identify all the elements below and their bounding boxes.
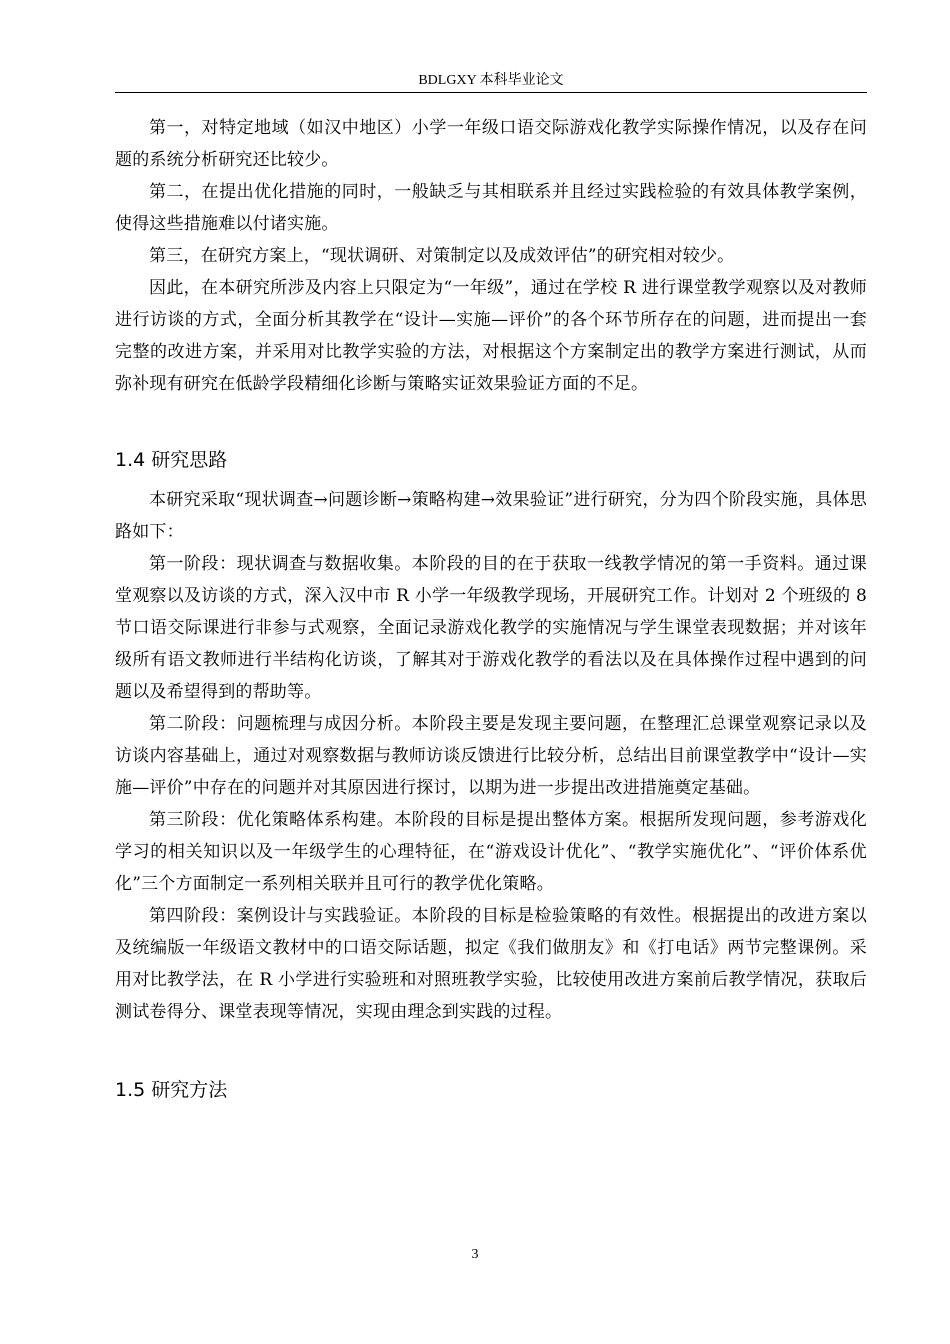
paragraph-research-approach: 本研究采取“现状调查→问题诊断→策略构建→效果验证”进行研究，分为四个阶段实施，具体思路如下： — [115, 490, 867, 542]
running-header: BDLGXY 本科毕业论文 — [418, 73, 564, 88]
paragraph-stage-two: 第二阶段：问题梳理与成因分析。本阶段主要是发现主要问题，在整理汇总课堂观察记录以及访谈内容基础上，通过对观察数据与教师访谈反馈进行比较分析，总结出目前课堂教学中“设计—实施—评价”中存在的问题并对其原因进行探讨，以期为进一步提出改进措施奠定基础。 — [115, 714, 867, 798]
paragraph-stage-four: 第四阶段：案例设计与实践验证。本阶段的目标是检验策略的有效性。根据提出的改进方案以及统编版一年级语文教材中的口语交际话题，拟定《我们做朋友》和《打电话》两节完整课例。采用对比教学法，在 R 小学进行实验班和对照班教学实验，比较使用改进方案前后教学情况，获取后测试卷得分、课堂表现等情况，实现由理念到实践的过程。 — [115, 906, 867, 1022]
header-rule — [115, 92, 867, 93]
paragraph-second-point: 第二，在提出优化措施的同时，一般缺乏与其相联系并且经过实践检验的有效具体教学案例，使得这些措施难以付诸实施。 — [115, 182, 867, 234]
paragraph-stage-one: 第一阶段：现状调查与数据收集。本阶段的目的在于获取一线教学情况的第一手资料。通过课堂观察以及访谈的方式，深入汉中市 R 小学一年级教学现场，开展研究工作。计划对 2 个班级的 8 节口语交际课进行非参与式观察，全面记录游戏化教学的实施情况与学生课堂表现数据；并对该年级所有语文教师进行半结构化访谈，了解其对于游戏化教学的看法以及在具体操作过程中遇到的问题以及希望得到的帮助等。 — [115, 554, 867, 702]
section-heading-1-5: 1.5 研究方法 — [115, 1079, 228, 1101]
paragraph-third-point: 第三，在研究方案上，“现状调研、对策制定以及成效评估”的研究相对较少。 — [149, 246, 735, 266]
paragraph-conclusion: 因此，在本研究所涉及内容上只限定为“一年级”，通过在学校 R 进行课堂教学观察以及对教师进行访谈的方式，全面分析其教学在“设计—实施—评价”的各个环节所存在的问题，进而提出一套完整的改进方案，并采用对比教学实验的方法，对根据这个方案制定出的教学方案进行测试，从而弥补现有研究在低龄学段精细化诊断与策略实证效果验证方面的不足。 — [115, 278, 867, 394]
paragraph-stage-three: 第三阶段：优化策略体系构建。本阶段的目标是提出整体方案。根据所发现问题，参考游戏化学习的相关知识以及一年级学生的心理特征，在“游戏设计优化”、“教学实施优化”、“评价体系优化”三个方面制定一系列相关联并且可行的教学优化策略。 — [115, 810, 867, 894]
page-number: 3 — [471, 1247, 479, 1262]
paragraph-first-point: 第一，对特定地域（如汉中地区）小学一年级口语交际游戏化教学实际操作情况，以及存在问题的系统分析研究还比较少。 — [115, 118, 867, 170]
page-body — [115, 112, 867, 1106]
section-heading-1-4: 1.4 研究思路 — [115, 449, 228, 471]
